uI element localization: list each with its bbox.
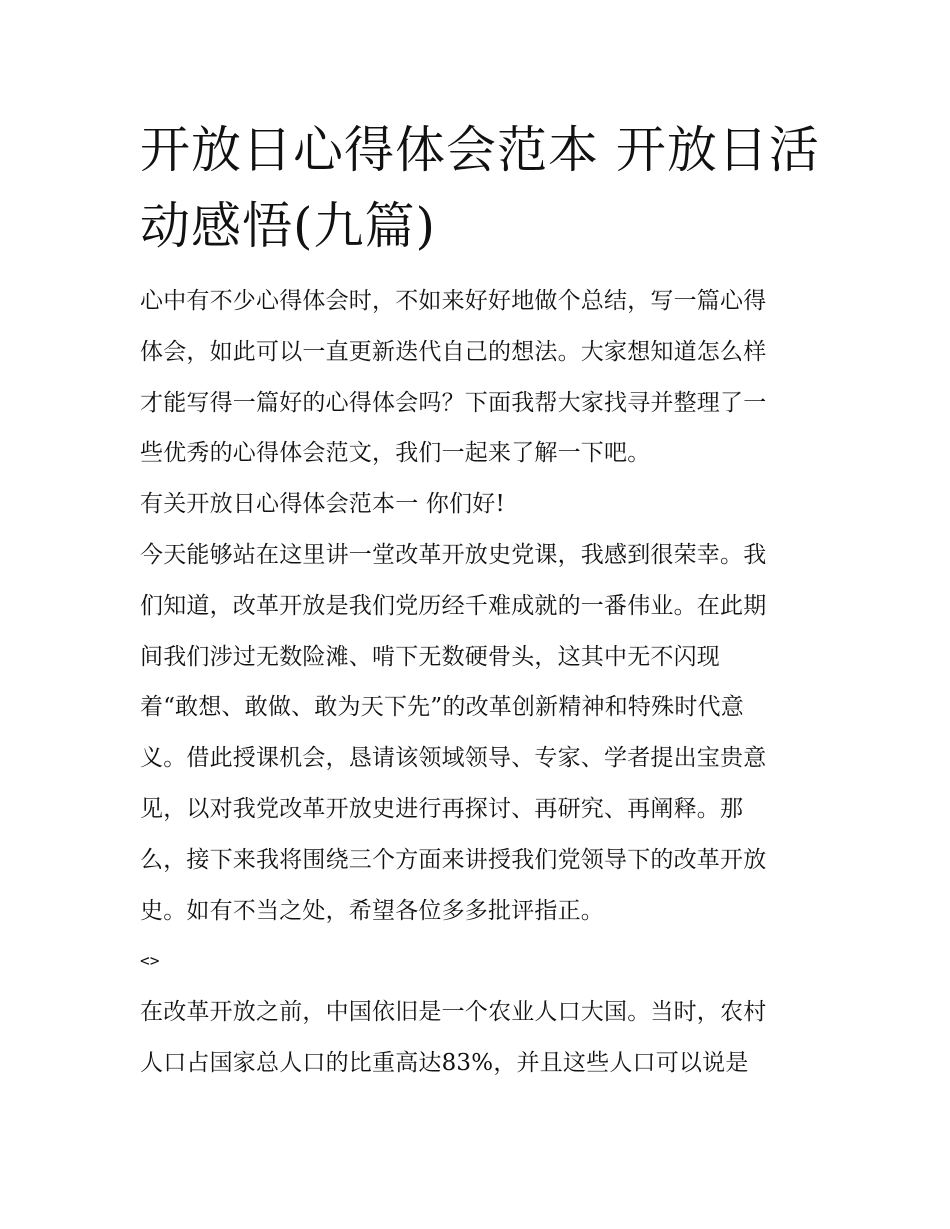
body-line: 着“敢想、敢做、敢为天下先”的改革创新精神和特殊时代意 — [140, 694, 744, 721]
body-line: 见，以对我党改革开放史进行再探讨、再研究、再阐释。那 — [140, 795, 744, 822]
body-line: 人口占国家总人口的比重高达83%，并且这些人口可以说是 — [140, 1049, 749, 1076]
body-line: 体会，如此可以一直更新迭代自己的想法。大家想知道怎么样 — [140, 338, 767, 365]
body-line: 些优秀的心得体会范文，我们一起来了解一下吧。 — [140, 440, 651, 467]
body-line: 才能写得一篇好的心得体会吗？下面我帮大家找寻并整理了一 — [140, 389, 767, 416]
body-line: 义。借此授课机会，恳请该领域领导、专家、学者提出宝贵意 — [140, 745, 767, 772]
document-body — [140, 276, 830, 1089]
body-line: 史。如有不当之处，希望各位多多批评指正。 — [140, 897, 604, 924]
placeholder-marker: <> — [140, 951, 160, 971]
document-title — [140, 112, 820, 264]
title-line: 动感悟(九篇) — [140, 197, 437, 255]
body-line: 么，接下来我将围绕三个方面来讲授我们党领导下的改革开放 — [140, 846, 767, 873]
title-line: 开放日心得体会范本 开放日活 — [140, 121, 820, 179]
body-line: 今天能够站在这里讲一堂改革开放史党课，我感到很荣幸。我 — [140, 541, 767, 568]
body-line: 心中有不少心得体会时，不如来好好地做个总结，写一篇心得 — [140, 288, 767, 314]
body-line: 间我们涉过无数险滩、啃下无数硬骨头，这其中无不闪现 — [140, 643, 720, 670]
body-line: 们知道，改革开放是我们党历经千难成就的一番伟业。在此期 — [140, 592, 767, 619]
body-line: 在改革开放之前，中国依旧是一个农业人口大国。当时，农村 — [140, 999, 767, 1026]
section-heading: 有关开放日心得体会范本一 你们好! — [140, 491, 505, 518]
